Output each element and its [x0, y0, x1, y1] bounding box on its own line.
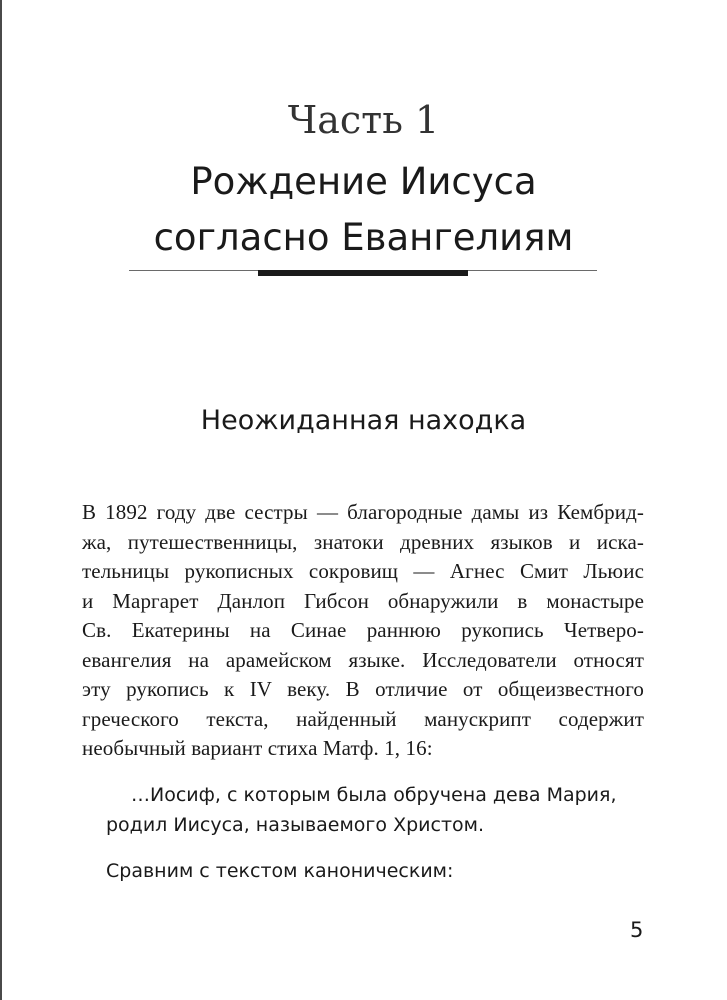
body-line: Св. Екатерины на Синае раннюю рукопись Четверо-	[82, 618, 644, 642]
body-line: эту рукопись к IV веку. В отличие от общеизвестного	[82, 677, 644, 701]
body-line: тельницы рукописных сокровищ — Агнес Смит Льюис	[82, 559, 644, 583]
page-number: 5	[630, 918, 644, 942]
compare-text: Сравним с текстом каноническим:	[106, 860, 454, 882]
quote-line-2: родил Иисуса, называемого Христом.	[106, 814, 485, 836]
body-line: необычный вариант стиха Матф. 1, 16:	[82, 736, 433, 760]
page-left-edge	[0, 0, 2, 1000]
body-paragraph	[82, 498, 644, 764]
body-line: В 1892 году две сестры — благородные дамы из Кембрид-	[82, 500, 644, 524]
scripture-quote	[106, 780, 646, 840]
chapter-title-line-1: Рождение Иисуса	[190, 160, 537, 203]
part-label: Часть 1	[287, 98, 440, 142]
body-line: жа, путешественницы, знатоки древних языков и иска-	[82, 529, 644, 554]
body-line: греческого текста, найденный манускрипт содержит	[82, 706, 644, 731]
body-line: евангелия на арамейском языке. Исследователи относят	[82, 647, 644, 672]
chapter-title-line-2: согласно Евангелиям	[153, 216, 574, 259]
quote-line-1: …Иосиф, с которым была обручена дева Мария,	[131, 784, 617, 806]
chapter-title	[0, 154, 727, 266]
section-heading: Неожиданная находка	[200, 405, 527, 436]
body-line: и Маргарет Данлоп Гибсон обнаружили в монастыре	[82, 588, 644, 613]
title-divider-thick	[258, 270, 468, 276]
